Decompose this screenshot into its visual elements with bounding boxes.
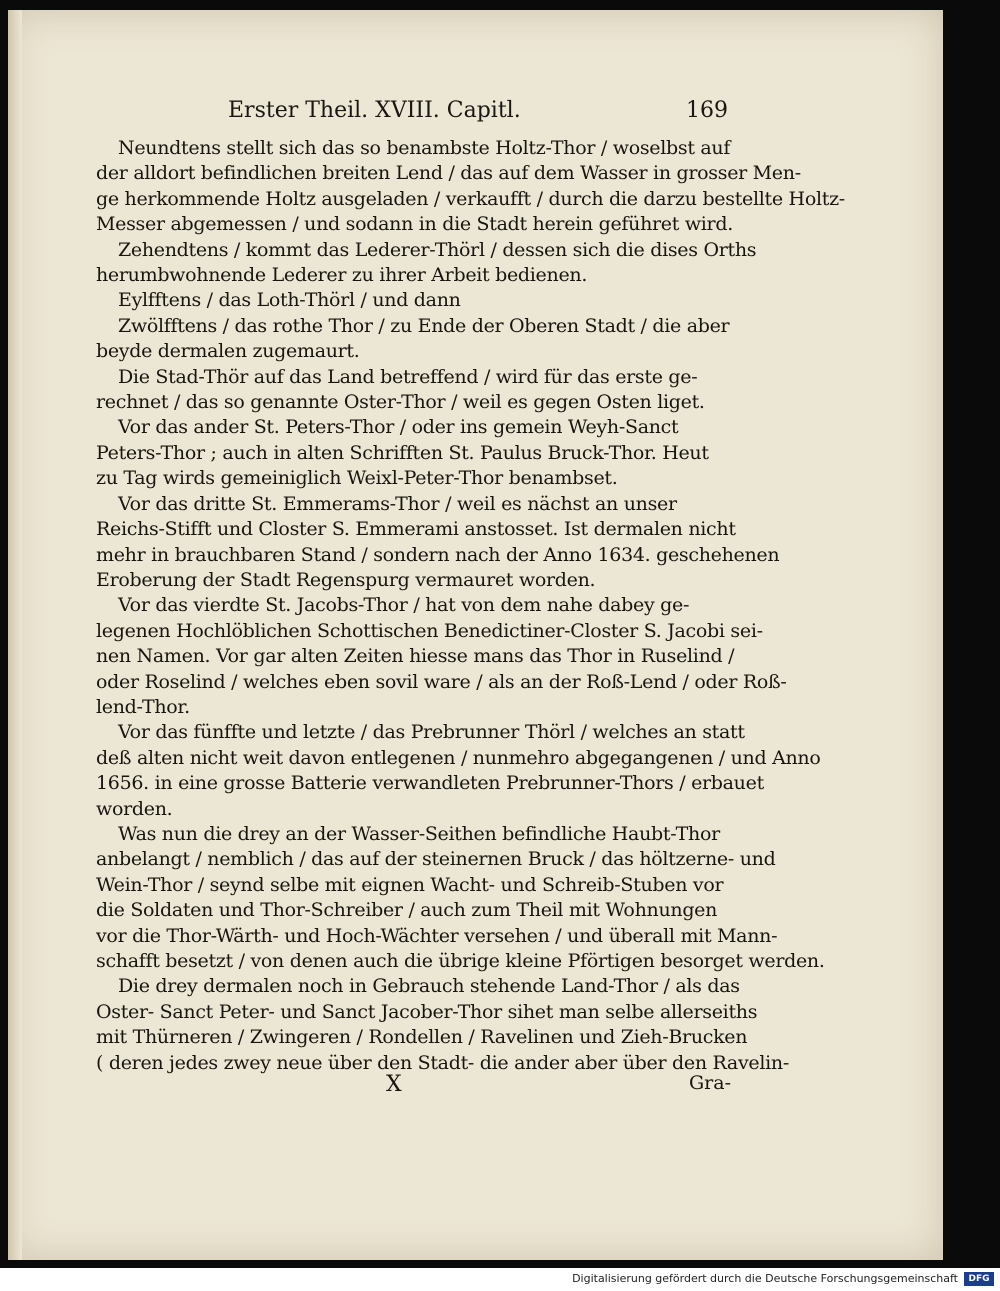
text-line: Zehendtens / kommt das Lederer-Thörl / dessen sich die dises Orths <box>118 238 757 261</box>
text-line: 1656. in eine grosse Batterie verwandleten Prebrunner-Thors / erbauet <box>96 772 764 795</box>
credit-text: Digitalisierung gefördert durch die Deutsche Forschungsgemeinschaft <box>572 1272 958 1285</box>
credit-bar <box>0 1268 1000 1291</box>
text-line: Neundtens stellt sich das so benambste Holtz-Thor / woselbst auf <box>118 137 731 159</box>
text-line: herumbwohnende Lederer zu ihrer Arbeit bedienen. <box>96 264 588 287</box>
body-text <box>96 136 845 1076</box>
text-line: Die drey dermalen noch in Gebrauch stehende Land-Thor / als das <box>118 975 740 998</box>
text-line: anbelangt / nemblich / das auf der steinernen Bruck / das höltzerne- und <box>96 848 776 871</box>
running-title: Erster Theil. XVIII. Capitl. <box>228 98 521 123</box>
text-line: lend-Thor. <box>96 695 190 718</box>
text-line: mit Thürneren / Zwingeren / Rondellen / Ravelinen und Zieh-Brucken <box>96 1026 748 1049</box>
text-line: mehr in brauchbaren Stand / sondern nach der Anno 1634. geschehenen <box>96 543 780 566</box>
page-gutter-shadow <box>8 10 22 1260</box>
text-line: Wein-Thor / seynd selbe mit eignen Wacht- und Schreib-Stuben vor <box>96 873 724 896</box>
text-line: schafft besetzt / von denen auch die übrige kleine Pförtigen besorget werden. <box>96 950 825 972</box>
page-header <box>228 98 728 128</box>
text-line: der alldort befindlichen breiten Lend / das auf dem Wasser in grosser Men- <box>96 162 801 185</box>
page-footer <box>96 1072 741 1100</box>
signature-mark: X <box>386 1072 402 1097</box>
text-line: Oster- Sanct Peter- und Sanct Jacober-Thor sihet man selbe allerseiths <box>96 1000 758 1023</box>
text-line: legenen Hochlöblichen Schottischen Benedictiner-Closter S. Jacobi sei- <box>96 619 763 642</box>
dfg-logo-icon: DFG <box>964 1272 994 1286</box>
text-line: worden. <box>96 797 173 820</box>
text-line: Was nun die drey an der Wasser-Seithen befindliche Haubt-Thor <box>118 822 720 845</box>
text-line: Vor das fünffte und letzte / das Prebrunner Thörl / welches an statt <box>118 721 745 744</box>
text-line: Messer abgemessen / und sodann in die Stadt herein geführet wird. <box>96 213 733 236</box>
text-line: Eroberung der Stadt Regenspurg vermauret worden. <box>96 568 596 591</box>
text-line: rechnet / das so genannte Oster-Thor / weil es gegen Osten liget. <box>96 391 705 414</box>
text-line: die Soldaten und Thor-Schreiber / auch zum Theil mit Wohnungen <box>96 899 718 922</box>
text-line: Peters-Thor ; auch in alten Schrifften St. Paulus Bruck-Thor. Heut <box>96 441 709 464</box>
text-line: Vor das ander St. Peters-Thor / oder ins gemein Weyh-Sanct <box>118 416 679 439</box>
text-line: Vor das vierdte St. Jacobs-Thor / hat von dem nahe dabey ge- <box>118 594 690 617</box>
text-line: ( deren jedes zwey neue über den Stadt- die ander aber über den Ravelin- <box>96 1051 789 1074</box>
text-line: deß alten nicht weit davon entlegenen / nunmehro abgegangenen / und Anno <box>96 746 821 769</box>
text-line: vor die Thor-Wärth- und Hoch-Wächter versehen / und überall mit Mann- <box>96 924 778 947</box>
text-line: Die Stad-Thör auf das Land betreffend / wird für das erste ge- <box>118 365 698 388</box>
text-line: nen Namen. Vor gar alten Zeiten hiesse mans das Thor in Ruselind / <box>96 645 735 668</box>
text-line: Eylfftens / das Loth-Thörl / und dann <box>118 289 461 312</box>
catchword: Gra- <box>688 1072 731 1094</box>
text-line: ge herkommende Holtz ausgeladen / verkaufft / durch die darzu bestellte Holtz- <box>96 187 845 210</box>
text-line: Reichs-Stifft und Closter S. Emmerami anstosset. Ist dermalen nicht <box>96 518 736 541</box>
text-line: zu Tag wirds gemeiniglich Weixl-Peter-Thor benambset. <box>96 467 618 490</box>
text-line: oder Roselind / welches eben sovil ware / als an der Roß-Lend / oder Roß- <box>96 670 787 693</box>
page-number: 169 <box>686 98 728 123</box>
text-line: beyde dermalen zugemaurt. <box>96 340 360 363</box>
text-line: Vor das dritte St. Emmerams-Thor / weil es nächst an unser <box>118 492 677 515</box>
text-line: Zwölfftens / das rothe Thor / zu Ende der Oberen Stadt / die aber <box>118 314 730 337</box>
book-page <box>8 10 943 1260</box>
